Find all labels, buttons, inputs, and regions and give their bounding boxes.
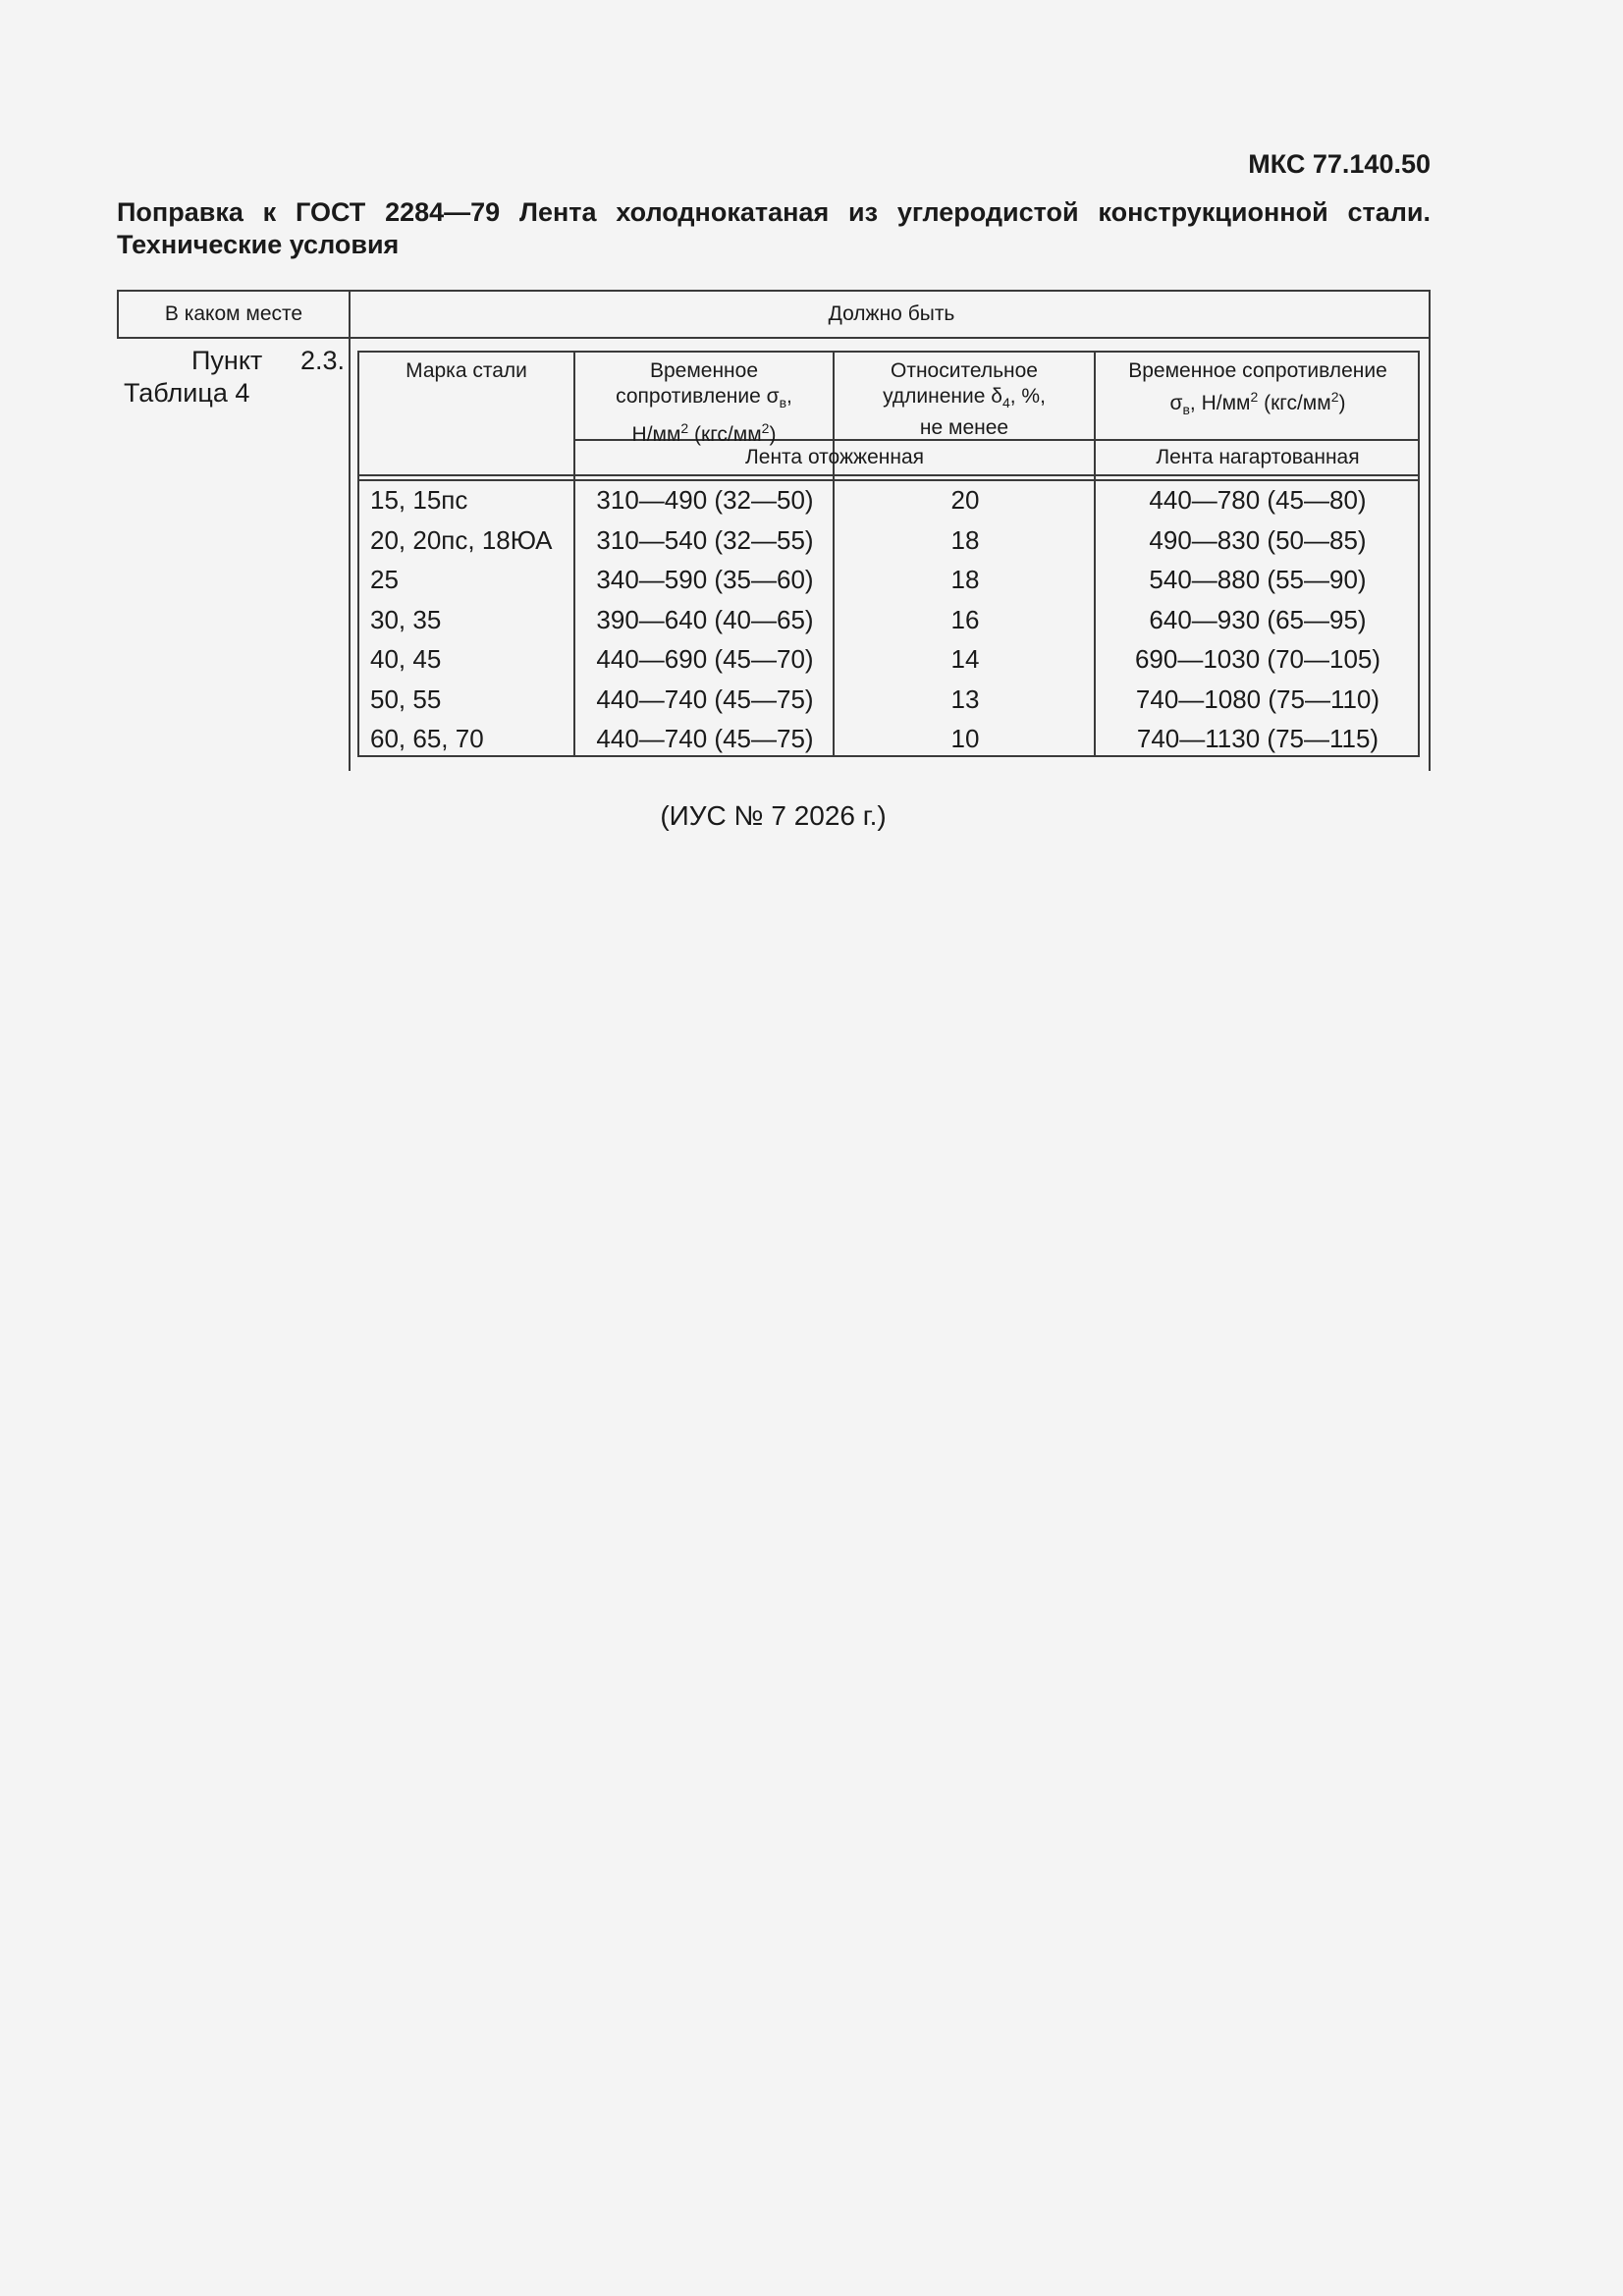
classification-code: МКС 77.140.50 xyxy=(1248,149,1431,179)
header-hardened-tensile: Временное сопротивление $\sigma_в$, $Н/мм^2$ $(кгс/мм^2)$ xyxy=(1128,359,1387,418)
table-row xyxy=(359,561,1418,600)
cell-tensile-strength: 440—740 (45—75) xyxy=(596,683,814,714)
cell-hardened-tensile: 640—930 (65—95) xyxy=(1149,604,1367,634)
header-steel-grade: Марка стали xyxy=(406,359,527,382)
document-title: Поправка к ГОСТ 2284—79 Лента холоднокатаная из углеродистой конструкционной стали. Технические условия xyxy=(117,197,1431,259)
table-row xyxy=(359,481,1418,520)
table-row xyxy=(359,720,1418,759)
cell-hardened-tensile: 740—1130 (75—115) xyxy=(1136,724,1380,753)
cell-elongation: 14 xyxy=(950,644,980,674)
cell-elongation: 18 xyxy=(950,565,980,594)
cell-steel-grade: 30, 35 xyxy=(370,604,442,634)
cell-hardened-tensile: 690—1030 (70—105) xyxy=(1134,644,1381,674)
cell-hardened-tensile: 440—780 (45—80) xyxy=(1149,485,1367,515)
place-number: 2.3. xyxy=(299,346,345,375)
cell-tensile-strength: 440—690 (45—70) xyxy=(596,644,814,674)
publication-note: (ИУС № 7 2026 г.) xyxy=(660,800,887,831)
cell-steel-grade: 60, 65, 70 xyxy=(370,724,484,753)
column-header-place: В каком месте xyxy=(164,302,303,325)
cell-steel-grade: 25 xyxy=(370,565,399,594)
cell-steel-grade: 15, 15пс xyxy=(370,485,468,515)
cell-elongation: 10 xyxy=(950,724,980,753)
cell-tensile-strength: 310—490 (32—50) xyxy=(596,485,814,515)
cell-tensile-strength: 340—590 (35—60) xyxy=(596,565,814,594)
subheader-hardened: Лента нагартованная xyxy=(1156,446,1360,468)
header-tensile-strength: Временное сопротивление $\sigma_в$, $Н/мм^2$ $(кгс/мм^2)$ xyxy=(616,359,792,447)
steel-properties-table xyxy=(357,351,1420,757)
cell-steel-grade: 40, 45 xyxy=(370,644,442,674)
column-header-should-be: Должно быть xyxy=(828,302,955,325)
place-reference xyxy=(117,345,345,410)
place-word: Пункт xyxy=(191,346,263,375)
cell-elongation: 16 xyxy=(950,604,980,634)
cell-tensile-strength: 310—540 (32—55) xyxy=(596,524,814,555)
table-row xyxy=(359,681,1418,720)
header-elongation: Относительное удлинение $\delta_4$, %, не менее xyxy=(883,359,1046,440)
cell-steel-grade: 50, 55 xyxy=(370,683,442,714)
cell-tensile-strength: 390—640 (40—65) xyxy=(596,604,814,634)
subheader-annealed: Лента отожженная xyxy=(744,446,925,468)
cell-elongation: 18 xyxy=(950,524,980,555)
cell-elongation: 13 xyxy=(950,683,980,714)
cell-steel-grade: 20, 20пс, 18ЮА xyxy=(370,524,553,555)
cell-hardened-tensile: 540—880 (55—90) xyxy=(1149,565,1367,594)
cell-elongation: 20 xyxy=(950,485,980,515)
table-row xyxy=(359,640,1418,680)
cell-hardened-tensile: 740—1080 (75—110) xyxy=(1135,683,1380,714)
cell-hardened-tensile: 490—830 (50—85) xyxy=(1149,524,1367,555)
table-row xyxy=(359,521,1418,561)
place-table-ref: Таблица 4 xyxy=(124,378,250,408)
cell-tensile-strength: 440—740 (45—75) xyxy=(596,724,814,753)
table-row xyxy=(359,601,1418,640)
